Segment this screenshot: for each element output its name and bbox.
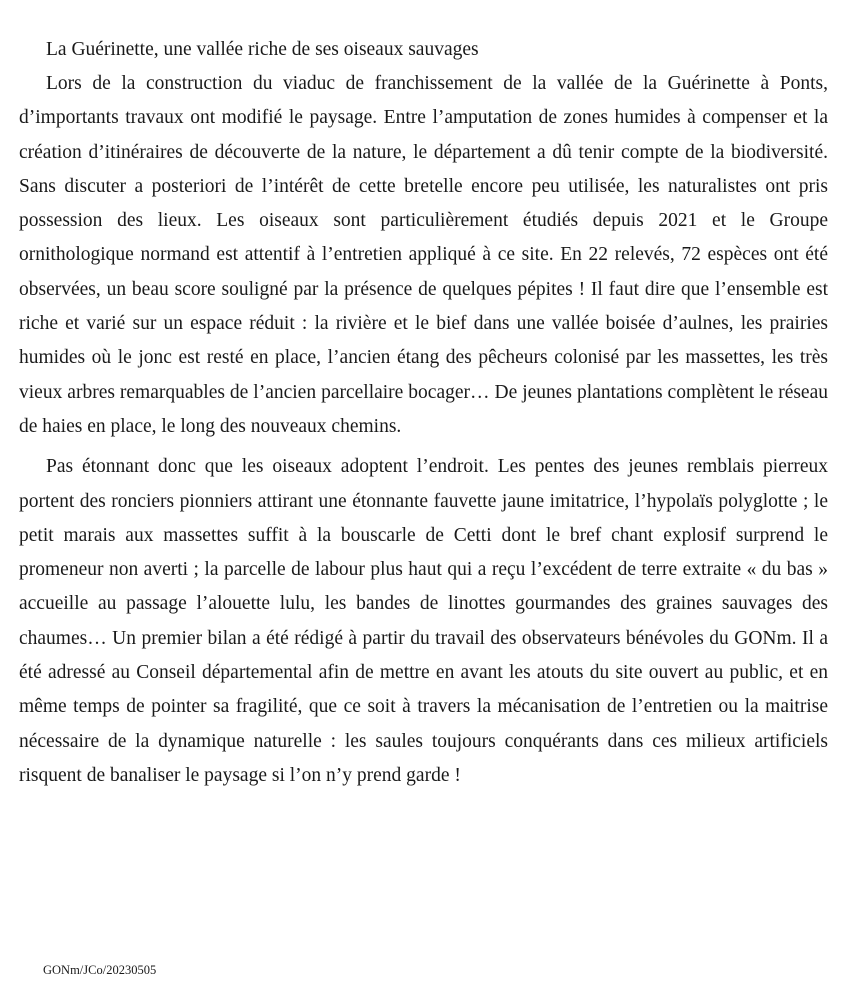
document-title: La Guérinette, une vallée riche de ses oiseaux sauvages	[46, 39, 479, 60]
paragraph-1: Lors de la construction du viaduc de franchissement de la vallée de la Guérinette à Ponts, d’importants travaux ont modifié le paysage. Entre l’amputation de zones humides à compenser et la création d’itinéraires de découverte de la nature, le département a dû tenir compte de la biodiversité. Sans discuter a posteriori de l’intérêt de cette bretelle encore peu utilisée, les naturalistes ont pris possession des lieux. Les oiseaux sont particulièrement étudiés depuis 2021 et le Groupe ornithologique normand est attentif à l’entretien appliqué à ce site. En 22 relevés, 72 espèces ont été observées, un beau score souligné par la présence de quelques pépites ! Il faut dire que l’ensemble est riche et varié sur un espace réduit : la rivière et le bief dans une vallée boisée d’aulnes, les prairies humides où le jonc est resté en place, l’ancien étang des pêcheurs colonisé par les massettes, les très vieux arbres remarquables de l’ancien parcellaire bocager… De jeunes plantations complètent le réseau de haies en place, le long des nouveaux chemins.	[19, 73, 828, 437]
paragraph-2: Pas étonnant donc que les oiseaux adoptent l’endroit. Les pentes des jeunes remblais pierreux portent des ronciers pionniers attirant une étonnante fauvette jaune imitatrice, l’hypolaïs polyglotte ; le petit marais aux massettes suffit à la bouscarle de Cetti dont le bref chant explosif surprend le promeneur non averti ; la parcelle de labour plus haut qui a reçu l’excédent de terre extraite « du bas » accueille au passage l’alouette lulu, les bandes de linottes gourmandes des graines sauvages des chaumes… Un premier bilan a été rédigé à partir du travail des observateurs bénévoles du GONm. Il a été adressé au Conseil départemental afin de mettre en avant les atouts du site ouvert au public, et en même temps de pointer sa fragilité, que ce soit à travers la mécanisation de l’entretien ou la maitrise nécessaire de la dynamique naturelle : les saules toujours conquérants dans ces milieux artificiels risquent de banaliser le paysage si l’on n’y prend garde !	[19, 456, 828, 786]
document-footer-reference: GONm/JCo/20230505	[43, 963, 157, 977]
